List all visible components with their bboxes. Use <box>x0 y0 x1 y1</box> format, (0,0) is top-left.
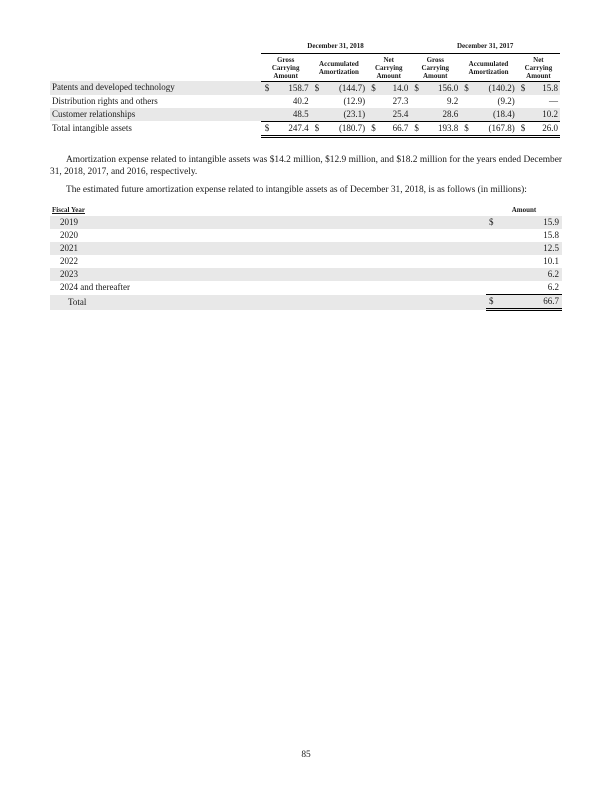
amortization-expense-paragraph: Amortization expense related to intangible assets was $14.2 million, $12.9 million, and $18.2 million for the years ended December 31, 2018, 2017, and 2016, respectively. <box>50 155 562 177</box>
currency-symbol: $ <box>517 121 529 136</box>
col-net-2017: Net Carrying Amount <box>517 53 560 81</box>
cell-value: — <box>549 95 558 106</box>
row-year: 2021 <box>50 242 486 255</box>
row-amount: 15.9 <box>500 216 562 229</box>
group-header-2018: December 31, 2018 <box>261 40 411 53</box>
col-accum-2018: Accumulated Amortization <box>311 53 368 81</box>
table-total-row <box>50 295 562 310</box>
row-label: Customer relationships <box>50 108 261 122</box>
cell-value: 27.3 <box>392 95 409 106</box>
currency-symbol: $ <box>261 81 273 95</box>
col-gross-2018: Gross Carrying Amount <box>261 53 311 81</box>
currency-symbol: $ <box>311 81 323 95</box>
cell-value: 25.4 <box>379 108 410 122</box>
future-amortization-intro: The estimated future amortization expense related to intangible assets as of December 31, 2018, is as follows (in millions): <box>66 185 527 195</box>
cell-value: 28.6 <box>422 108 460 122</box>
page-number: 85 <box>301 750 311 760</box>
cell-value: 9.2 <box>446 95 459 106</box>
cell-value: 193.8 <box>422 121 460 136</box>
cell-value: 10.2 <box>529 108 560 122</box>
table-row <box>50 242 562 255</box>
table-row <box>50 229 562 242</box>
row-amount: 6.2 <box>500 268 562 281</box>
cell-value: (140.2) <box>472 81 517 95</box>
group-header-2017: December 31, 2017 <box>410 40 560 53</box>
cell-value: 158.7 <box>272 81 310 95</box>
cell-value: 26.0 <box>529 121 560 136</box>
currency-symbol: $ <box>486 216 500 229</box>
table-row <box>50 81 560 95</box>
future-amortization-table <box>50 205 562 311</box>
col-net-2018: Net Carrying Amount <box>367 53 410 81</box>
cell-value: (9.2) <box>497 95 515 106</box>
intangible-assets-table <box>50 40 560 138</box>
cell-value: 40.2 <box>292 95 309 106</box>
total-label: Total <box>50 295 486 310</box>
col-accum-2017: Accumulated Amortization <box>460 53 517 81</box>
table-row <box>50 95 560 108</box>
row-year: 2024 and thereafter <box>60 282 130 293</box>
col-fiscal-year: Fiscal Year <box>52 206 85 214</box>
cell-value: (12.9) <box>343 95 366 106</box>
cell-value: 156.0 <box>422 81 460 95</box>
table-total-row <box>50 121 560 136</box>
cell-value: 66.7 <box>379 121 410 136</box>
total-amount: 66.7 <box>500 295 562 310</box>
col-gross-2017: Gross Carrying Amount <box>410 53 460 81</box>
cell-value: 48.5 <box>272 108 310 122</box>
table-row <box>50 216 562 229</box>
row-label: Distribution rights and others <box>52 95 158 106</box>
cell-value: (167.8) <box>472 121 517 136</box>
table-row <box>50 108 560 122</box>
row-year: 2022 <box>60 256 78 266</box>
currency-symbol: $ <box>460 121 472 136</box>
currency-symbol: $ <box>460 81 472 95</box>
cell-value: 247.4 <box>272 121 310 136</box>
row-amount: 10.1 <box>543 256 559 266</box>
cell-value: (23.1) <box>322 108 367 122</box>
currency-symbol: $ <box>311 121 323 136</box>
cell-value: 14.0 <box>379 81 410 95</box>
cell-value: (18.4) <box>472 108 517 122</box>
currency-symbol: $ <box>367 121 379 136</box>
currency-symbol: $ <box>367 81 379 95</box>
row-year: 2023 <box>50 268 486 281</box>
table-row <box>50 255 562 268</box>
row-label: Patents and developed technology <box>50 81 261 95</box>
cell-value: (144.7) <box>322 81 367 95</box>
currency-symbol: $ <box>517 81 529 95</box>
row-label: Total intangible assets <box>52 123 132 133</box>
currency-symbol: $ <box>410 81 422 95</box>
col-amount: Amount <box>511 206 537 214</box>
row-amount: 6.2 <box>547 282 559 292</box>
currency-symbol: $ <box>486 295 500 310</box>
cell-value: 15.8 <box>529 81 560 95</box>
table-row <box>50 281 562 295</box>
row-year: 2019 <box>50 216 486 229</box>
currency-symbol: $ <box>410 121 422 136</box>
row-year: 2020 <box>60 230 78 240</box>
row-amount: 12.5 <box>500 242 562 255</box>
cell-value: (180.7) <box>322 121 367 136</box>
row-amount: 15.8 <box>543 230 559 240</box>
currency-symbol: $ <box>261 121 273 136</box>
table-row <box>50 268 562 281</box>
